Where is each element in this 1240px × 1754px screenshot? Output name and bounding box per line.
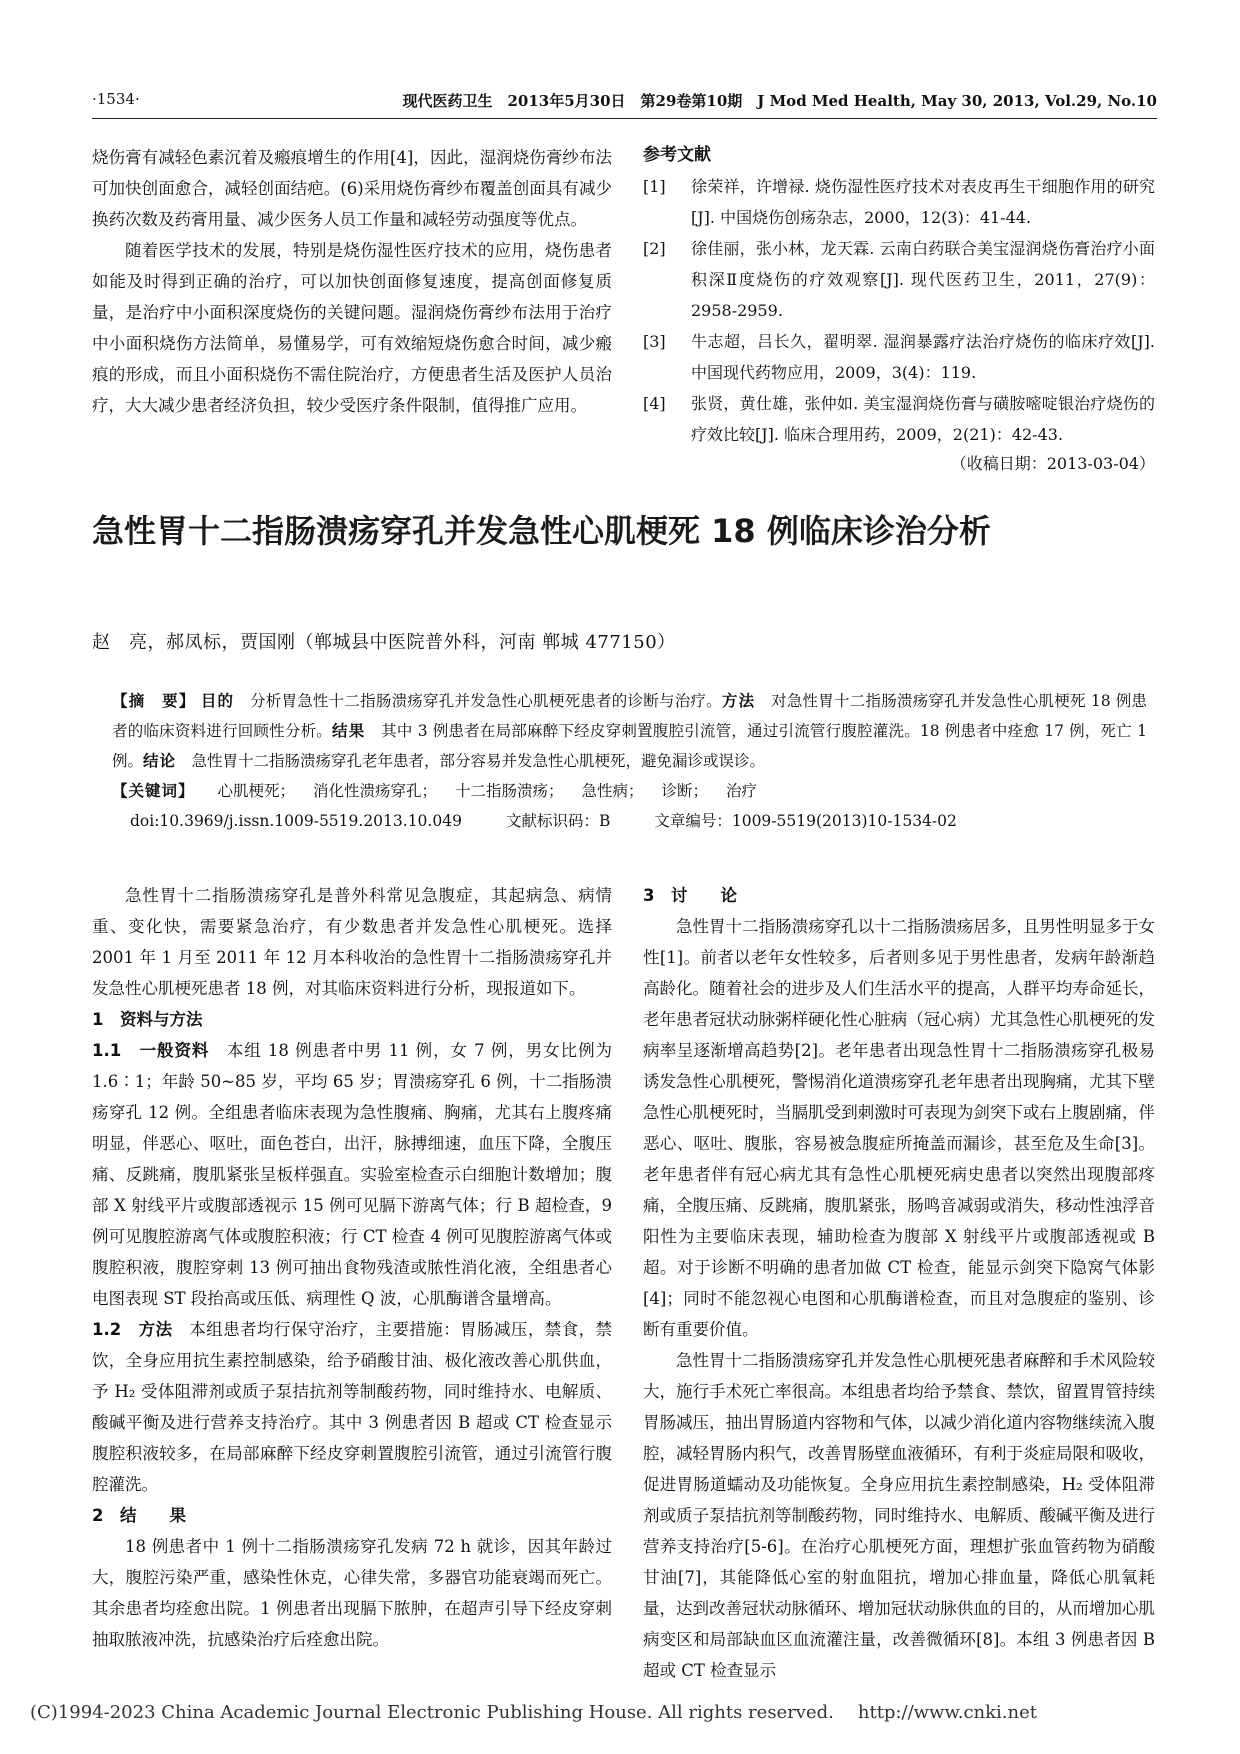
reference-item: [1] 徐荣祥，许增禄. 烧伤湿性医疗技术对表皮再生干细胞作用的研究[J]. 中国烧伤创疡杂志，2000，12(3)：41-44.: [643, 177, 1155, 227]
page-number: ·1534·: [92, 90, 140, 108]
authors-affiliation: 赵 亮，郝凤标，贾国刚（郸城县中医院普外科，河南 郸城 477150）: [92, 632, 676, 653]
subsection-general-data: 1.1 一般资料 本组 18 例患者中男 11 例，女 7 例，男女比例为 1.6∶1；年龄 50~85 岁，平均 65 岁；胃溃疡穿孔 6 例，十二指肠溃疡穿孔 12 例。全组患者临床表现为急性腹痛、胸痛，尤其右上腹疼痛明显，伴恶心、呕吐，面色苍白，出汗，脉搏细速，血压下降，全腹压痛、反跳痛，腹肌紧张呈板样强直。实验室检查示白细胞计数增加；腹部 X 射线平片或腹部透视示 15 例可见膈下游离气体；行 B 超检查，9 例可见腹腔游离气体或腹腔积液；行 CT 检查 4 例可见腹腔游离气体或腹腔积液，腹腔穿刺 13 例可抽出食物残渣或脓性消化液，全组患者心电图表现 ST 段抬高或压低、病理性 Q 波，心肌酶谱含量增高。: [92, 1041, 613, 1308]
prev-article-references: [643, 140, 1155, 478]
prev-paragraph-2: 随着医学技术的发展，特别是烧伤湿性医疗技术的应用，烧伤患者如能及时得到正确的治疗，可以加快创面修复速度，提高创面修复质量，是治疗中小面积深度烧伤的关键问题。湿润烧伤膏纱布法用于治疗中小面积烧伤方法简单，易懂易学，可有效缩短烧伤愈合时间，减少瘢痕的形成，而且小面积烧伤不需住院治疗，方便患者生活及医护人员治疗，大大减少患者经济负担，较少受医疗条件限制，值得推广应用。: [92, 241, 612, 415]
abstract-block: [112, 686, 1147, 836]
section-heading-results: 2 结 果: [92, 1506, 186, 1525]
discussion-paragraph-2: 急性胃十二指肠溃疡穿孔并发急性心肌梗死患者麻醉和手术风险较大，施行手术死亡率很高。本组患者均给予禁食、禁饮，留置胃管持续胃肠减压，抽出胃肠道内容物和气体，以减少消化道内容物继续流入腹腔，减轻胃肠内积气，改善胃肠壁血液循环，有利于炎症局限和吸收，促进胃肠道蠕动及功能恢复。全身应用抗生素控制感染，H₂ 受体阻滞剂或质子泵拮抗剂等制酸药物，同时维持水、电解质、酸碱平衡及进行营养支持治疗[5-6]。在治疗心肌梗死方面，理想扩张血管药物为硝酸甘油[7]，其能降低心室的射血阻抗，增加心排血量，降低心肌氧耗量，达到改善冠状动脉循环、增加冠状动脉供血的目的，从而增加心肌病变区和局部缺血区血流灌注量，改善微循环[8]。本组 3 例患者因 B 超或 CT 检查显示: [643, 1351, 1155, 1680]
body-left-column: [92, 880, 612, 1655]
keyword: 消化性溃疡穿孔；: [312, 782, 437, 800]
references-title: 参考文献: [643, 145, 711, 165]
copyright-footer: [30, 1702, 1210, 1723]
keyword: 治疗: [726, 782, 758, 800]
keyword: 急性病；: [581, 782, 644, 800]
keywords: 【关键词】 心肌梗死； 消化性溃疡穿孔； 十二指肠溃疡； 急性病； 诊断； 治疗: [112, 782, 758, 800]
keyword: 十二指肠溃疡；: [454, 782, 564, 800]
reference-item: [2] 徐佳丽，张小林，龙天霖. 云南白药联合美宝湿润烧伤膏治疗小面积深Ⅱ度烧伤的疗效观察[J]. 现代医药卫生，2011，27(9)：2958-2959.: [643, 239, 1155, 320]
running-header: [92, 88, 1157, 119]
prev-paragraph-1: 烧伤膏有减轻色素沉着及瘢痕增生的作用[4]，因此，湿润烧伤膏纱布法可加快创面愈合，减轻创面结疤。(6)采用烧伤膏纱布覆盖创面具有减少换药次数及药膏用量、减少医务人员工作量和减轻劳动强度等优点。: [92, 148, 612, 229]
article-number: 文章编号：1009-5519(2013)10-1534-02: [654, 812, 957, 830]
section-heading-discussion: 3 讨 论: [643, 886, 737, 905]
body-right-column: [643, 880, 1155, 1686]
document-code: 文献标识码：B: [505, 812, 611, 830]
section-heading-methods: 1 资料与方法: [92, 1010, 203, 1029]
keyword: 诊断；: [661, 782, 709, 800]
received-date: （收稿日期：2013-03-04）: [950, 454, 1155, 473]
subsection-method: 1.2 方法 本组患者均行保守治疗，主要措施：胃肠减压，禁食，禁饮，全身应用抗生素控制感染，给予硝酸甘油、极化液改善心肌供血，予 H₂ 受体阻滞剂或质子泵拮抗剂等制酸药物，同时维持水、电解质、酸碱平衡及进行营养支持治疗。其中 3 例患者因 B 超或 CT 检查显示腹腔积液较多，在局部麻醉下经皮穿刺置腹腔引流管，通过引流管行腹腔灌洗。: [92, 1320, 613, 1494]
keyword: 心肌梗死；: [217, 782, 295, 800]
footer-url: http://www.cnki.net: [857, 1702, 1037, 1723]
intro-paragraph: 急性胃十二指肠溃疡穿孔是普外科常见急腹症，其起病急、病情重、变化快，需要紧急治疗，有少数患者并发急性心肌梗死。选择 2001 年 1 月至 2011 年 12 月本科收治的急性胃十二指肠溃疡穿孔并发急性心肌梗死患者 18 例，对其临床资料进行分析，现报道如下。: [92, 886, 612, 998]
prev-article-left-column: [92, 142, 612, 421]
results-paragraph: 18 例患者中 1 例十二指肠溃疡穿孔发病 72 h 就诊，因其年龄过大，腹腔污染严重，感染性休克，心律失常，多器官功能衰竭而死亡。其余患者均痊愈出院。1 例患者出现膈下脓肿，在超声引导下经皮穿刺抽取脓液冲洗，抗感染治疗后痊愈出院。: [92, 1537, 612, 1649]
article-meta: [112, 806, 1147, 836]
reference-item: [4] 张贤，黄仕雄，张仲如. 美宝湿润烧伤膏与磺胺嘧啶银治疗烧伤的疗效比较[J]. 临床合理用药，2009，2(21)：42-43.: [643, 394, 1155, 444]
reference-item: [3] 牛志超，吕长久，翟明翠. 湿润暴露疗法治疗烧伤的临床疗效[J]. 中国现代药物应用，2009，3(4)：119.: [643, 332, 1155, 382]
abstract-text: 【摘 要】 目的 分析胃急性十二指肠溃疡穿孔并发急性心肌梗死患者的诊断与治疗。方法 对急性胃十二指肠溃疡穿孔并发急性心肌梗死 18 例患者的临床资料进行回顾性分析。结果 其中 3 例患者在局部麻醉下经皮穿刺置腹腔引流管，通过引流管行腹腔灌洗。18 例患者中痊愈 17 例，死亡 1 例。结论 急性胃十二指肠溃疡穿孔老年患者，部分容易并发急性心肌梗死，避免漏诊或误诊。: [112, 692, 1147, 770]
discussion-paragraph-1: 急性胃十二指肠溃疡穿孔以十二指肠溃疡居多，且男性明显多于女性[1]。前者以老年女性较多，后者则多见于男性患者，发病年龄渐趋高龄化。随着社会的进步及人们生活水平的提高，人群平均寿命延长，老年患者冠状动脉粥样硬化性心脏病（冠心病）尤其急性心肌梗死的发病率呈逐渐增高趋势[2]。老年患者出现急性胃十二指肠溃疡穿孔极易诱发急性心肌梗死，警惕消化道溃疡穿孔老年患者出现胸痛，尤其下壁急性心肌梗死时，当膈肌受到刺激时可表现为剑突下或右上腹剧痛，伴恶心、呕吐、腹胀，容易被急腹症所掩盖而漏诊，甚至危及生命[3]。老年患者伴有冠心病尤其有急性心肌梗死病史患者以突然出现腹部疼痛，全腹压痛、反跳痛，腹肌紧张，肠鸣音减弱或消失，移动性浊浮音阳性为主要临床表现，辅助检查为腹部 X 射线平片或腹部透视或 B 超。对于诊断不明确的患者加做 CT 检查，能显示剑突下隐窝气体影[4]；同时不能忽视心电图和心肌酶谱检查，而且对急腹症的鉴别、诊断有重要价值。: [643, 917, 1155, 1339]
doi: doi:10.3969/j.issn.1009-5519.2013.10.049: [130, 812, 462, 830]
journal-info: 现代医药卫生 2013年5月30日 第29卷第10期 J Mod Med Health, May 30, 2013, Vol.29, No.10: [402, 92, 1157, 110]
article-title: 急性胃十二指肠溃疡穿孔并发急性心肌梗死 18 例临床诊治分析: [92, 512, 991, 550]
copyright-text: (C)1994-2023 China Academic Journal Electronic Publishing House. All rights reserved.: [30, 1702, 834, 1723]
